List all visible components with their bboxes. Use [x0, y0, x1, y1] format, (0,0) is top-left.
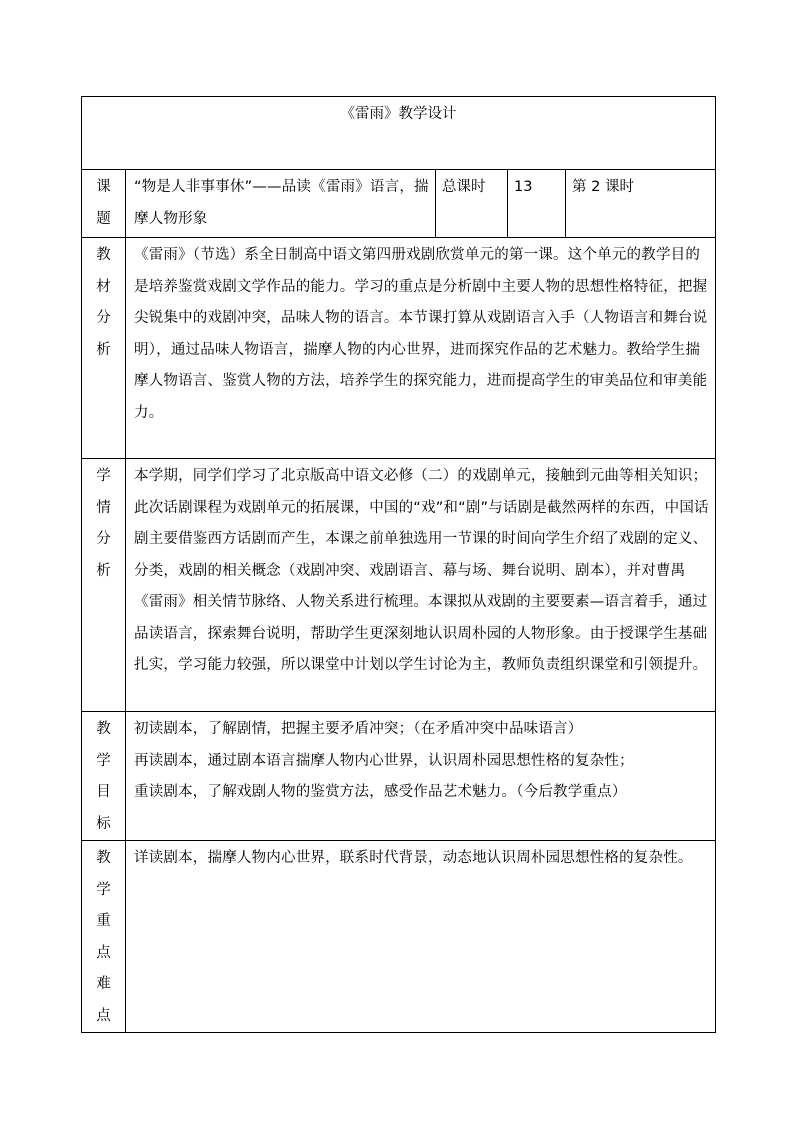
total-hours-value: 13	[508, 170, 566, 238]
focus-label-char: 点	[96, 1007, 111, 1024]
material-row	[82, 238, 716, 459]
material-label-char: 分	[96, 310, 111, 326]
goals-label-char: 标	[96, 815, 111, 832]
focus-label-char: 难	[96, 976, 111, 992]
topic-text: “物是人非事事休”——品读《雷雨》语言，揣摩人物形象	[126, 170, 436, 238]
topic-label-char: 课	[96, 179, 111, 195]
goals-row	[82, 712, 716, 841]
students-label-char: 分	[96, 531, 111, 547]
topic-label-char: 题	[96, 210, 111, 227]
material-label-char: 析	[96, 341, 111, 358]
students-label-char: 情	[96, 499, 111, 516]
lesson-number: 第 2 课时	[566, 170, 716, 238]
topic-label	[82, 170, 126, 238]
students-label-char: 学	[96, 468, 111, 484]
goals-label-char: 学	[96, 752, 111, 769]
goal-item: 重读剧本，了解戏剧人物的鉴赏方法，感受作品艺术魅力。（今后教学重点）	[134, 784, 627, 800]
topic-row	[82, 170, 716, 238]
focus-label-char: 重	[96, 913, 111, 929]
goals-label-char: 教	[96, 721, 111, 737]
focus-label-char: 教	[96, 850, 111, 866]
focus-text: 详读剧本，揣摩人物内心世界，联系时代背景，动态地认识周朴园思想性格的复杂性。	[126, 841, 716, 1033]
material-label-char: 教	[96, 247, 111, 263]
material-text: 《雷雨》（节选）系全日制高中语文第四册戏剧欣赏单元的第一课。这个单元的教学目的是培养鉴赏戏剧文学作品的能力。学习的重点是分析剧中主要人物的思想性格特征，把握尖锐集中的戏剧冲突，品味人物的语言。本节课打算从戏剧语言入手（人物语言和舞台说明），通过品味人物语言，揣摩人物的内心世界，进而探究作品的艺术魅力。教给学生揣摩人物语言、鉴赏人物的方法，培养学生的探究能力，进而提高学生的审美品位和审美能力。	[126, 238, 716, 459]
focus-row	[82, 841, 716, 1033]
material-label	[82, 238, 126, 459]
material-label-char: 材	[96, 278, 111, 295]
goals-label-char: 目	[96, 784, 111, 800]
document-title: 《雷雨》教学设计	[82, 97, 716, 170]
goal-item: 初读剧本，了解剧情，把握主要矛盾冲突；（在矛盾冲突中品味语言）	[134, 721, 583, 737]
goals-text	[126, 712, 716, 841]
students-label-char: 析	[96, 562, 111, 579]
goals-label	[82, 712, 126, 841]
lesson-plan-table	[81, 96, 716, 1033]
students-label	[82, 459, 126, 712]
focus-label-char: 学	[96, 881, 111, 898]
students-row	[82, 459, 716, 712]
total-hours-label: 总课时	[436, 170, 508, 238]
title-row	[82, 97, 716, 170]
focus-label-char: 点	[96, 944, 111, 961]
goal-item: 再读剧本，通过剧本语言揣摩人物内心世界，认识周朴园思想性格的复杂性；	[134, 752, 634, 769]
students-text: 本学期，同学们学习了北京版高中语文必修（二）的戏剧单元，接触到元曲等相关知识；此次话剧课程为戏剧单元的拓展课，中国的“戏”和“剧”与话剧是截然两样的东西，中国话剧主要借鉴西方话剧而产生，本课之前单独选用一节课的时间向学生介绍了戏剧的定义、分类，戏剧的相关概念（戏剧冲突、戏剧语言、幕与场、舞台说明、剧本），并对曹禺《雷雨》相关情节脉络、人物关系进行梳理。本课拟从戏剧的主要要素—语言着手，通过品读语言，探索舞台说明，帮助学生更深刻地认识周朴园的人物形象。由于授课学生基础扎实，学习能力较强，所以课堂中计划以学生讨论为主，教师负责组织课堂和引领提升。	[126, 459, 716, 712]
focus-label	[82, 841, 126, 1033]
